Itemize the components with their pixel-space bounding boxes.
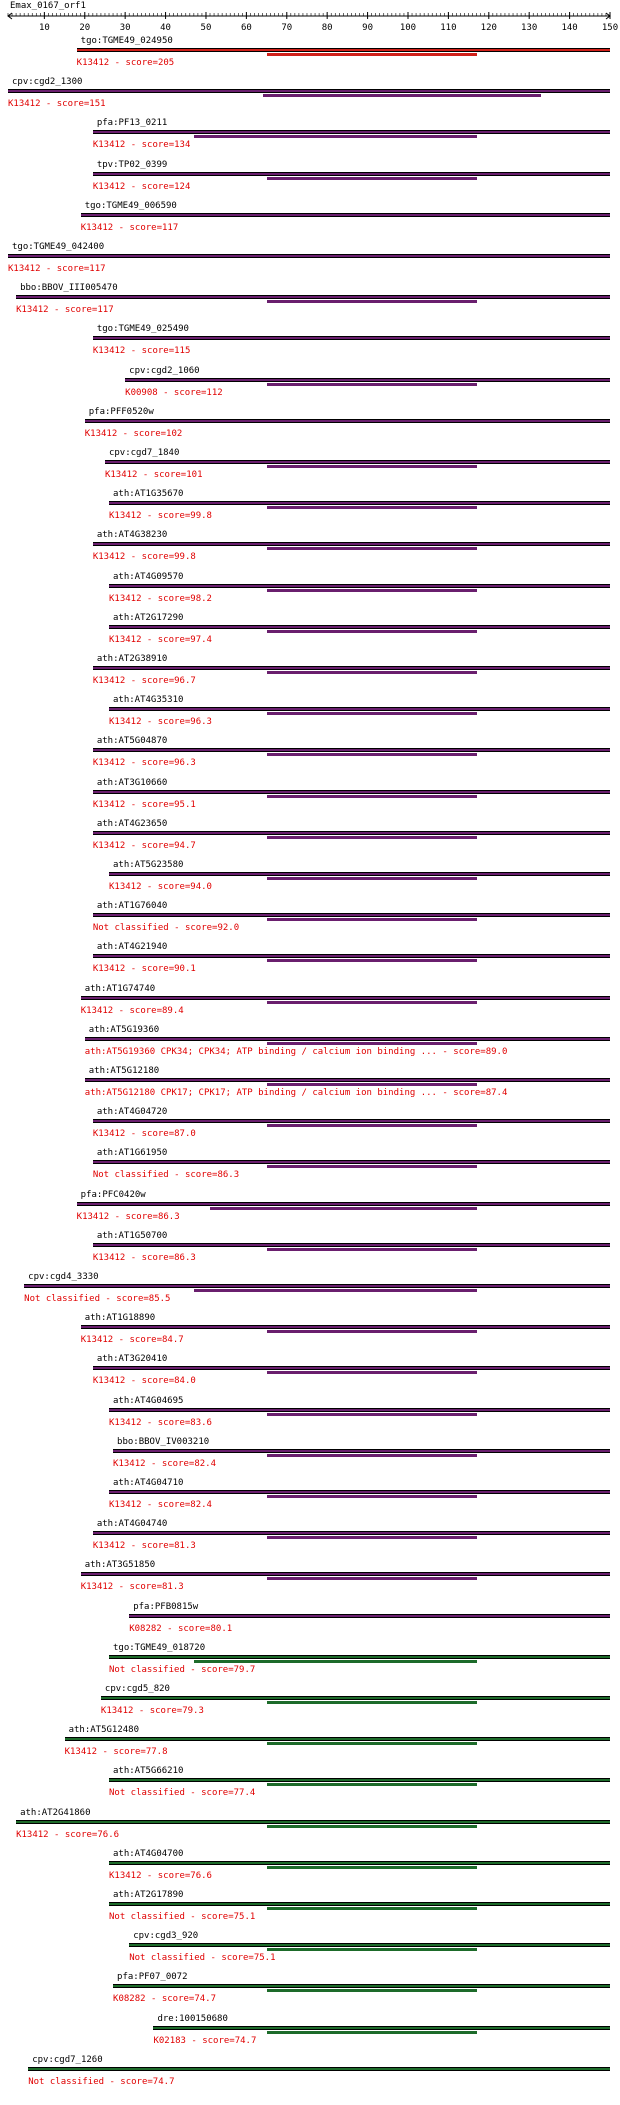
hit-score[interactable]: K13412 - score=98.2 <box>109 593 212 604</box>
hit-score[interactable]: ath:AT5G12180 CPK17; CPK17; ATP binding / calcium ion binding ... - score=87.4 <box>84 1088 508 1098</box>
hit-name[interactable]: bbo:BBOV_III005470 <box>20 283 118 294</box>
hit-name[interactable]: ath:AT5G66210 <box>113 1766 184 1777</box>
ruler-tick-label: 20 <box>79 23 91 33</box>
hit-domain-line <box>267 1495 477 1498</box>
hit-domain-line <box>267 1165 477 1168</box>
hit-domain-line <box>267 795 477 798</box>
hit-score[interactable]: K13412 - score=205 <box>76 58 175 68</box>
hit-domain-line <box>267 1948 477 1951</box>
hit-name[interactable]: ath:AT4G38230 <box>96 530 168 541</box>
hit-score[interactable]: Not classified - score=86.3 <box>92 1170 240 1181</box>
hit-bar[interactable] <box>93 1119 610 1123</box>
hit-domain-line <box>267 1001 477 1004</box>
hit-name[interactable]: ath:AT1G35670 <box>113 489 184 500</box>
hit-bar[interactable] <box>93 831 610 835</box>
hit-bar[interactable] <box>81 1572 610 1576</box>
hit-name[interactable]: ath:AT4G04710 <box>113 1478 184 1488</box>
ruler-tick-label: 10 <box>38 23 50 33</box>
hit-name[interactable]: ath:AT4G04695 <box>113 1395 184 1406</box>
hit-domain-line <box>267 547 477 550</box>
hit-bar[interactable] <box>109 1778 610 1782</box>
hit-domain-line <box>267 753 477 756</box>
hit-name[interactable]: ath:AT2G38910 <box>96 654 168 664</box>
hit-bar[interactable] <box>93 666 610 670</box>
hit-bar[interactable] <box>16 295 610 299</box>
hit-score[interactable]: K13412 - score=101 <box>104 470 203 480</box>
hit-name[interactable]: ath:AT4G04740 <box>96 1519 168 1530</box>
hit-domain-line <box>267 383 477 386</box>
hit-name[interactable]: cpv:cgd5_820 <box>104 1684 170 1694</box>
hit-name[interactable]: ath:AT1G61950 <box>96 1148 168 1159</box>
hit-bar[interactable] <box>81 996 610 1000</box>
hit-bar[interactable] <box>8 89 610 93</box>
hit-score[interactable]: K13412 - score=82.4 <box>109 1500 212 1510</box>
hit-score[interactable]: Not classified - score=85.5 <box>24 1294 171 1304</box>
hit-bar[interactable] <box>129 1943 610 1947</box>
hit-bar[interactable] <box>109 1861 610 1865</box>
hit-name[interactable]: ath:AT4G35310 <box>113 695 184 706</box>
ruler-tick-label: 70 <box>281 23 293 33</box>
hit-name[interactable]: ath:AT4G04720 <box>96 1107 168 1118</box>
hit-name[interactable]: pfa:PFF0520w <box>88 406 154 417</box>
ruler-tick-label: 120 <box>480 23 497 33</box>
ruler-tick-label: 60 <box>240 23 252 33</box>
hit-domain-line <box>267 1330 477 1333</box>
hit-score[interactable]: K13412 - score=87.0 <box>92 1129 196 1140</box>
hit-name[interactable]: ath:AT5G23580 <box>113 860 184 870</box>
hit-score[interactable]: K13412 - score=84.0 <box>92 1376 196 1387</box>
hit-domain-line <box>267 1577 477 1580</box>
hit-domain-line <box>267 1536 477 1539</box>
hit-domain-line <box>267 589 477 592</box>
hit-domain-line <box>194 1289 477 1292</box>
hit-bar[interactable] <box>109 707 610 711</box>
hit-name[interactable]: ath:AT1G50700 <box>96 1230 168 1241</box>
hit-bar[interactable] <box>109 872 610 876</box>
hit-score[interactable]: Not classified - score=75.1 <box>109 1912 256 1922</box>
hit-name[interactable]: cpv:cgd3_920 <box>133 1931 199 1942</box>
hit-name[interactable]: tgo:TGME49_024950 <box>80 36 173 46</box>
hit-bar[interactable] <box>101 1696 610 1700</box>
hit-score[interactable]: K13412 - score=77.8 <box>64 1747 168 1758</box>
hit-name[interactable]: dre:100150680 <box>157 2013 228 2024</box>
hit-domain-line <box>267 1083 477 1086</box>
hit-bar[interactable] <box>109 625 610 629</box>
hit-score[interactable]: K13412 - score=84.7 <box>80 1335 184 1346</box>
hit-name[interactable]: ath:AT3G10660 <box>96 777 168 788</box>
hit-name[interactable]: tgo:TGME49_018720 <box>113 1642 206 1653</box>
hit-score[interactable]: K13412 - score=86.3 <box>92 1252 196 1263</box>
hit-bar[interactable] <box>93 790 610 794</box>
hit-score[interactable]: K13412 - score=83.6 <box>109 1417 212 1428</box>
hit-score[interactable]: K13412 - score=94.0 <box>109 882 212 892</box>
hit-bar[interactable] <box>65 1737 610 1741</box>
ruler-tick-label: 150 <box>601 23 619 33</box>
hit-bar[interactable] <box>81 213 610 217</box>
ruler-tick-label: 40 <box>160 23 171 33</box>
hit-domain-line <box>267 1042 477 1045</box>
hit-score[interactable]: K13412 - score=89.4 <box>80 1005 184 1016</box>
hit-name[interactable]: ath:AT5G04870 <box>96 736 168 747</box>
hit-score[interactable]: K13412 - score=96.3 <box>109 717 212 728</box>
hit-name[interactable]: cpv:cgd4_3330 <box>28 1272 99 1282</box>
hit-bar[interactable] <box>93 954 610 958</box>
hit-name[interactable]: ath:AT5G12480 <box>68 1725 140 1736</box>
hit-bar[interactable] <box>24 1284 610 1288</box>
ruler-tick-label: 130 <box>521 23 538 33</box>
hit-score[interactable]: Not classified - score=74.7 <box>28 2076 175 2087</box>
hit-score[interactable]: K13412 - score=151 <box>8 99 106 110</box>
hit-score[interactable]: K08282 - score=80.1 <box>129 1623 233 1634</box>
query-title: Emax_0167_orf1 <box>10 1 86 11</box>
hit-name[interactable]: ath:AT5G19360 <box>88 1024 160 1035</box>
hit-bar[interactable] <box>109 1655 610 1659</box>
hit-name[interactable]: ath:AT4G04700 <box>113 1848 184 1859</box>
hit-name[interactable]: ath:AT1G74740 <box>84 983 156 994</box>
hit-score[interactable]: K13412 - score=94.7 <box>92 840 196 851</box>
hit-bar[interactable] <box>16 1820 610 1824</box>
hit-bar[interactable] <box>129 1614 610 1618</box>
hit-score[interactable]: Not classified - score=75.1 <box>129 1953 276 1964</box>
hit-score[interactable]: Not classified - score=77.4 <box>109 1788 256 1799</box>
hit-name[interactable]: ath:AT2G17890 <box>113 1890 184 1900</box>
hit-domain-line <box>267 1825 477 1828</box>
hit-bar[interactable] <box>28 2067 610 2071</box>
hit-domain-line <box>267 1989 477 1992</box>
hit-name[interactable]: pfa:PFB0815w <box>133 1601 199 1612</box>
hit-name[interactable]: tgo:TGME49_042400 <box>12 242 105 252</box>
hit-score[interactable]: K13412 - score=97.4 <box>109 634 212 645</box>
hit-bar[interactable] <box>125 378 610 382</box>
hit-score[interactable]: K13412 - score=76.6 <box>16 1829 120 1840</box>
hit-score[interactable]: K13412 - score=99.8 <box>109 511 212 522</box>
hit-domain-line <box>263 94 542 97</box>
hit-bar[interactable] <box>85 1078 610 1082</box>
hit-name[interactable]: ath:AT3G51850 <box>84 1560 156 1571</box>
hit-domain-line <box>267 53 477 56</box>
hit-score[interactable]: K13412 - score=82.4 <box>113 1458 216 1469</box>
hit-domain-line <box>267 1742 477 1745</box>
ruler-tick-label: 110 <box>440 23 457 33</box>
ruler-tick-label: 50 <box>200 23 212 33</box>
hit-bar[interactable] <box>109 1902 610 1906</box>
hit-name[interactable]: ath:AT5G12180 <box>88 1066 160 1076</box>
hit-domain-line <box>267 1701 477 1704</box>
hit-bar[interactable] <box>109 1490 610 1494</box>
hit-bar[interactable] <box>81 1325 610 1329</box>
hit-score[interactable]: K00908 - score=112 <box>125 387 223 398</box>
hit-domain-line <box>267 630 477 633</box>
hit-name[interactable]: tpv:TP02_0399 <box>96 159 168 170</box>
hit-domain-line <box>267 1248 477 1251</box>
hit-score[interactable]: K02183 - score=74.7 <box>153 2035 257 2046</box>
hit-score[interactable]: K13412 - score=76.6 <box>109 1870 212 1881</box>
hit-score[interactable]: K13412 - score=134 <box>92 140 191 151</box>
hit-bar[interactable] <box>85 419 610 423</box>
hit-name[interactable]: ath:AT4G21940 <box>96 942 168 953</box>
hit-bar[interactable] <box>85 1037 610 1041</box>
hit-score[interactable]: K13412 - score=96.3 <box>92 758 196 769</box>
hit-name[interactable]: ath:AT4G09570 <box>113 571 184 582</box>
hit-name[interactable]: tgo:TGME49_025490 <box>96 324 189 335</box>
hit-bar[interactable] <box>109 501 610 505</box>
hit-bar[interactable] <box>93 542 610 546</box>
hit-bar[interactable] <box>113 1984 610 1988</box>
hit-score[interactable]: K13412 - score=117 <box>8 264 106 274</box>
hit-name[interactable]: cpv:cgd2_1060 <box>129 365 200 376</box>
hit-bar[interactable] <box>93 130 610 134</box>
hit-score[interactable]: Not classified - score=79.7 <box>109 1664 256 1675</box>
hit-score[interactable]: K13412 - score=81.3 <box>80 1582 184 1593</box>
hit-bar[interactable] <box>105 460 610 464</box>
hit-domain-line <box>267 671 477 674</box>
hit-domain-line <box>267 2031 477 2034</box>
hit-domain-line <box>267 300 477 303</box>
hit-name[interactable]: cpv:cgd2_1300 <box>12 77 83 88</box>
hit-score[interactable]: K13412 - score=96.7 <box>92 676 196 686</box>
hit-score[interactable]: K13412 - score=79.3 <box>100 1706 204 1716</box>
ruler-tick-label: 80 <box>321 23 333 33</box>
hit-score[interactable]: K13412 - score=115 <box>92 346 191 357</box>
hit-bar[interactable] <box>93 172 610 176</box>
hit-name[interactable]: cpv:cgd7_1840 <box>108 448 180 458</box>
hit-name[interactable]: ath:AT4G23650 <box>96 818 168 829</box>
hit-score[interactable]: ath:AT5G19360 CPK34; CPK34; ATP binding / calcium ion binding ... - score=89.0 <box>84 1046 508 1057</box>
hit-bar[interactable] <box>93 913 610 917</box>
hit-bar[interactable] <box>93 1160 610 1164</box>
hit-score[interactable]: Not classified - score=92.0 <box>92 923 240 934</box>
hit-bar[interactable] <box>77 48 610 52</box>
hit-domain-line <box>210 1207 477 1210</box>
hit-domain-line <box>267 918 477 921</box>
hit-bar[interactable] <box>93 1531 610 1535</box>
hit-domain-line <box>267 1371 477 1374</box>
ruler-tick-label: 90 <box>362 23 374 33</box>
hit-domain-line <box>194 1660 477 1663</box>
ruler-tick-label: 30 <box>119 23 131 33</box>
hit-name[interactable]: pfa:PFC0420w <box>80 1189 146 1200</box>
hit-bar[interactable] <box>8 254 610 258</box>
hit-score[interactable]: K13412 - score=81.3 <box>92 1541 196 1552</box>
hit-domain-line <box>267 1866 477 1869</box>
hit-score[interactable]: K13412 - score=102 <box>84 428 183 439</box>
hit-name[interactable]: pfa:PF07_0072 <box>117 1972 188 1983</box>
hit-domain-line <box>267 877 477 880</box>
hit-bar[interactable] <box>93 1243 610 1247</box>
hit-bar[interactable] <box>93 1366 610 1370</box>
ruler-tick-label: 140 <box>561 23 578 33</box>
hit-domain-line <box>267 1907 477 1910</box>
hit-domain-line <box>267 959 477 962</box>
hit-domain-line <box>267 1124 477 1127</box>
hit-score[interactable]: K13412 - score=86.3 <box>76 1211 180 1222</box>
hit-name[interactable]: ath:AT2G17290 <box>113 612 184 623</box>
hit-name[interactable]: ath:AT3G20410 <box>96 1354 168 1365</box>
hit-domain-line <box>267 1783 477 1786</box>
hit-score[interactable]: K13412 - score=117 <box>16 305 114 316</box>
hit-name[interactable]: ath:AT1G18890 <box>84 1313 156 1324</box>
hit-score[interactable]: K13412 - score=99.8 <box>92 552 196 563</box>
hit-name[interactable]: ath:AT2G41860 <box>20 1807 91 1818</box>
hit-bar[interactable] <box>93 748 610 752</box>
hit-domain-line <box>267 177 477 180</box>
hit-name[interactable]: ath:AT1G76040 <box>96 901 168 912</box>
hit-bar[interactable] <box>153 2026 610 2030</box>
hit-name[interactable]: cpv:cgd7_1260 <box>32 2054 103 2065</box>
hit-name[interactable]: bbo:BBOV_IV003210 <box>117 1436 210 1447</box>
hit-domain-line <box>194 135 477 138</box>
hit-bar[interactable] <box>77 1202 610 1206</box>
hit-domain-line <box>267 1454 477 1457</box>
hit-bar[interactable] <box>109 1408 610 1412</box>
ruler-tick-label: 100 <box>399 23 417 33</box>
hit-score[interactable]: K08282 - score=74.7 <box>113 1994 216 2005</box>
hit-bar[interactable] <box>109 584 610 588</box>
hit-domain-line <box>267 836 477 839</box>
hit-score[interactable]: K13412 - score=95.1 <box>92 799 196 810</box>
hit-bar[interactable] <box>113 1449 610 1453</box>
hit-domain-line <box>267 1413 477 1416</box>
hit-domain-line <box>267 465 477 468</box>
hit-domain-line <box>267 712 477 715</box>
hit-domain-line <box>267 506 477 509</box>
hit-score[interactable]: K13412 - score=90.1 <box>92 964 196 975</box>
hit-bar[interactable] <box>93 336 610 340</box>
hit-name[interactable]: tgo:TGME49_006590 <box>84 200 177 211</box>
hit-name[interactable]: pfa:PF13_0211 <box>96 118 168 129</box>
hit-score[interactable]: K13412 - score=124 <box>92 181 191 192</box>
hit-score[interactable]: K13412 - score=117 <box>80 222 179 233</box>
